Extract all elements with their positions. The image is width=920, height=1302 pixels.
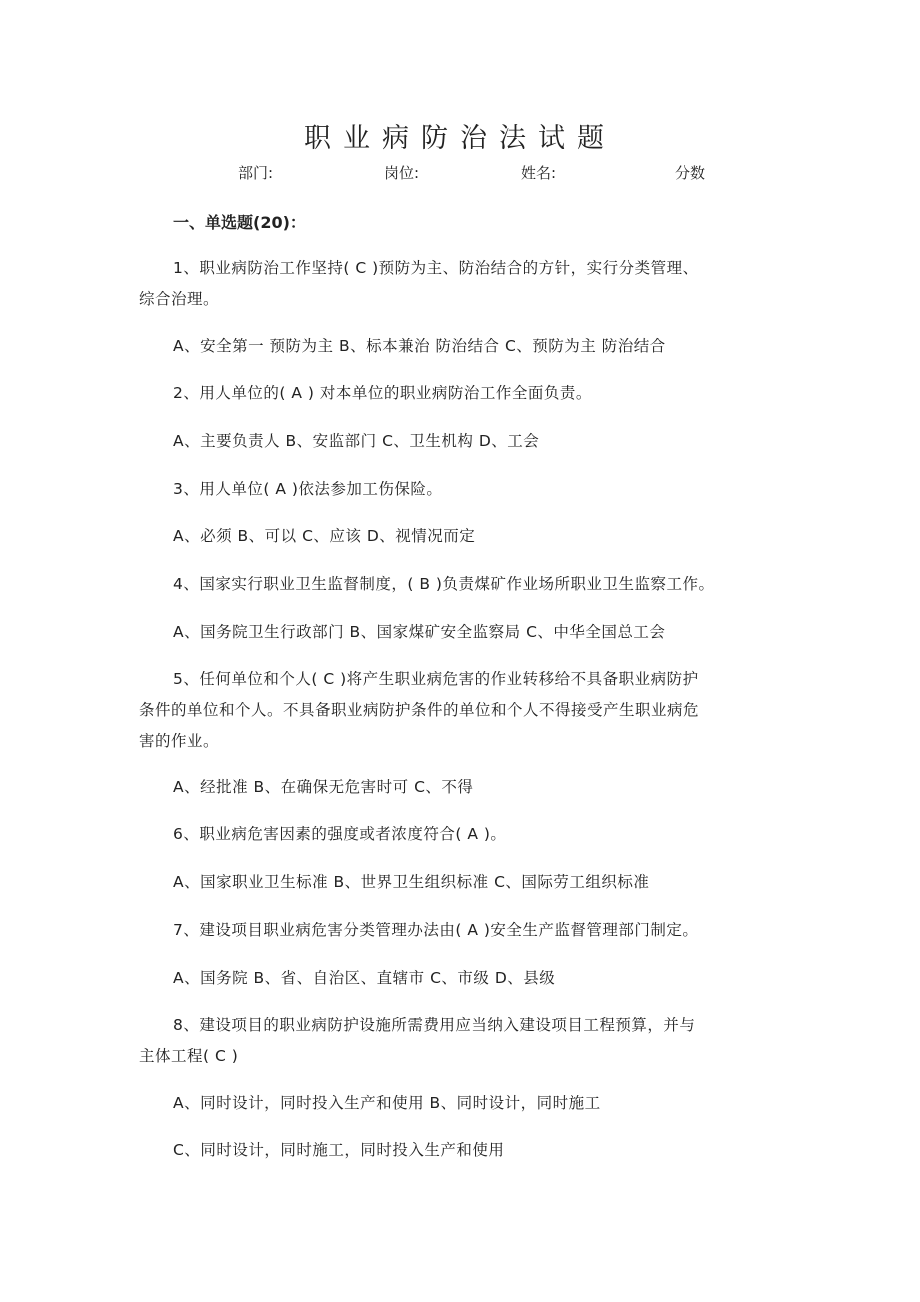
name-label: 姓名: [521, 164, 557, 182]
options-1: A、安全第一 预防为主 B、标本兼治 防治结合 C、预防为主 防治结合 [173, 337, 666, 355]
question-5-cont-2: 害的作业。 [139, 732, 220, 750]
options-6: A、国家职业卫生标准 B、世界卫生组织标准 C、国际劳工组织标准 [173, 873, 650, 891]
position-label: 岗位: [384, 164, 420, 182]
department-label: 部门: [238, 164, 274, 182]
options-4: A、国务院卫生行政部门 B、国家煤矿安全监察局 C、中华全国总工会 [173, 623, 666, 641]
question-7: 7、建设项目职业病危害分类管理办法由( A )安全生产监督管理部门制定。 [173, 921, 699, 939]
question-1: 1、职业病防治工作坚持( C )预防为主、防治结合的方针，实行分类管理、 [173, 259, 699, 277]
options-3: A、必须 B、可以 C、应该 D、视情况而定 [173, 527, 476, 545]
section-heading: 一、单选题(20)： [173, 213, 306, 232]
document-title: 职业病防治法试题 [304, 123, 616, 154]
question-2: 2、用人单位的( A ) 对本单位的职业病防治工作全面负责。 [173, 384, 592, 402]
question-1-cont: 综合治理。 [139, 290, 220, 308]
options-5: A、经批准 B、在确保无危害时可 C、不得 [173, 778, 474, 796]
question-3: 3、用人单位( A )依法参加工伤保险。 [173, 480, 443, 498]
options-7: A、国务院 B、省、自治区、直辖市 C、市级 D、县级 [173, 969, 556, 987]
options-8-ab: A、同时设计，同时投入生产和使用 B、同时设计，同时施工 [173, 1094, 601, 1112]
question-5: 5、任何单位和个人( C )将产生职业病危害的作业转移给不具备职业病防护 [173, 670, 699, 688]
score-label: 分数 [675, 164, 706, 182]
options-2: A、主要负责人 B、安监部门 C、卫生机构 D、工会 [173, 432, 540, 450]
question-8-cont: 主体工程( C ) [139, 1047, 239, 1065]
question-6: 6、职业病危害因素的强度或者浓度符合( A )。 [173, 825, 507, 843]
question-8: 8、建设项目的职业病防护设施所需费用应当纳入建设项目工程预算，并与 [173, 1016, 696, 1034]
question-4: 4、国家实行职业卫生监督制度，( B )负责煤矿作业场所职业卫生监察工作。 [173, 575, 715, 593]
options-8-c: C、同时设计，同时施工，同时投入生产和使用 [173, 1141, 505, 1159]
question-5-cont-1: 条件的单位和个人。不具备职业病防护条件的单位和个人不得接受产生职业病危 [139, 701, 700, 719]
